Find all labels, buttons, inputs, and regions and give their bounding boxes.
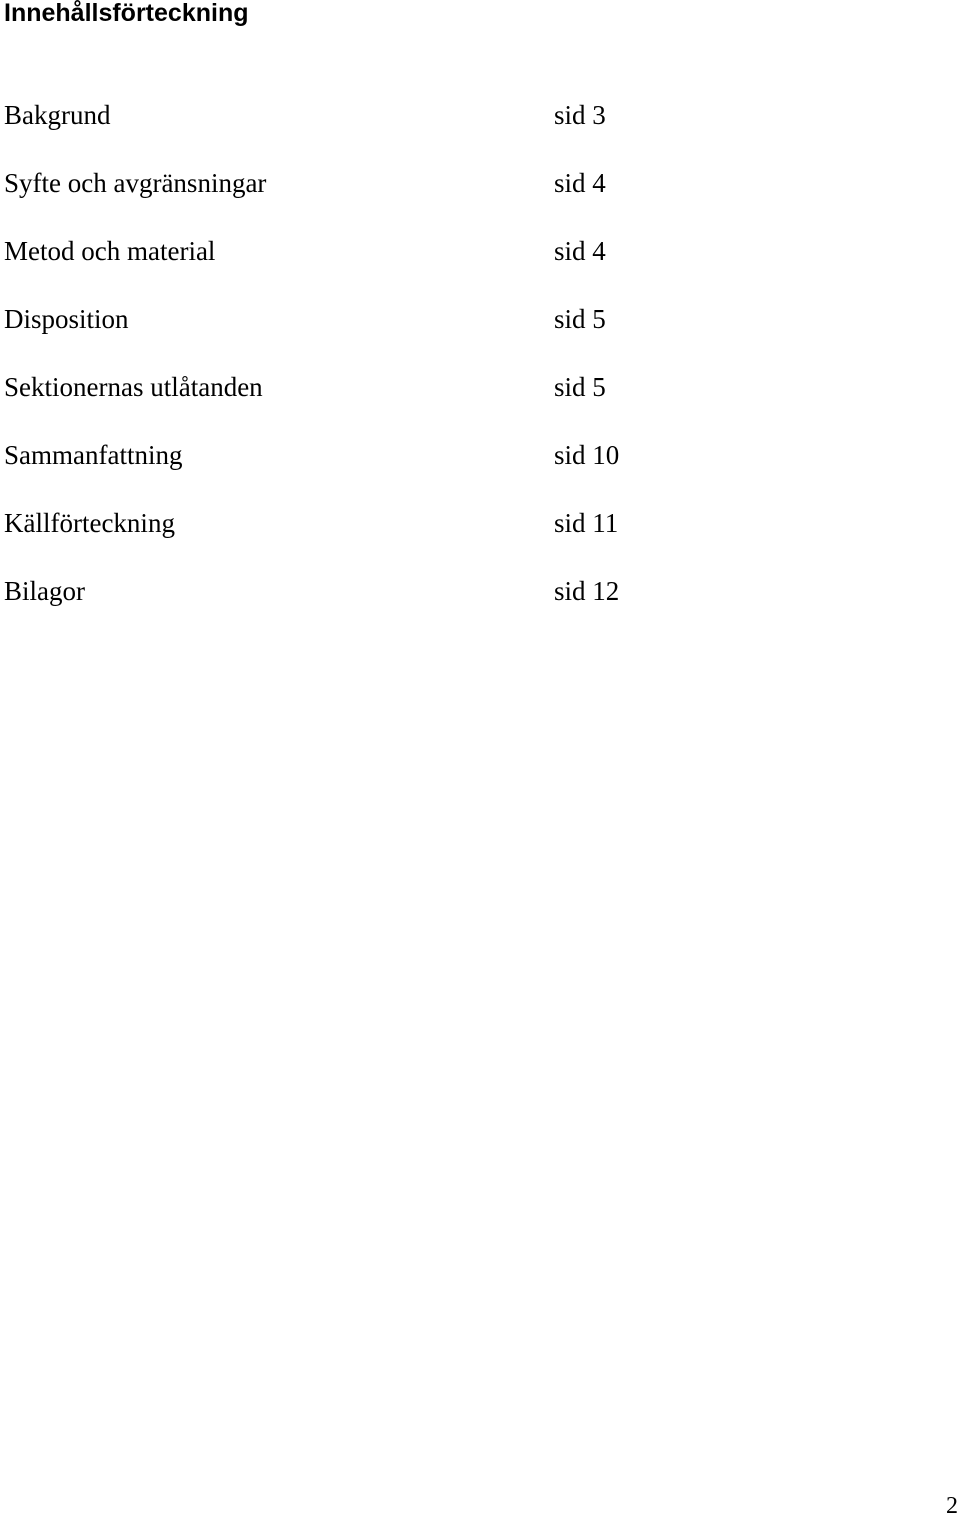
toc-entry-label: Sammanfattning — [4, 440, 183, 470]
toc-entry-page-ref: sid 5 — [554, 372, 606, 402]
toc-entry-page-ref: sid 12 — [554, 576, 620, 606]
toc-entry-sammanfattning — [4, 438, 704, 506]
toc-entry-label: Sektionernas utlåtanden — [4, 372, 263, 402]
page-title: Innehållsförteckning — [4, 0, 249, 27]
toc-entry-page-ref: sid 4 — [554, 236, 606, 266]
toc-entry-sektionernas — [4, 370, 704, 438]
table-of-contents — [4, 98, 704, 642]
toc-entry-bakgrund — [4, 98, 704, 166]
page-number: 2 — [946, 1493, 958, 1519]
toc-entry-label: Källförteckning — [4, 508, 175, 538]
toc-entry-page-ref: sid 11 — [554, 508, 619, 538]
toc-entry-metod — [4, 234, 704, 302]
toc-entry-page-ref: sid 3 — [554, 100, 606, 130]
toc-entry-disposition — [4, 302, 704, 370]
toc-entry-page-ref: sid 5 — [554, 304, 606, 334]
toc-entry-kallforteckning — [4, 506, 704, 574]
toc-entry-bilagor — [4, 574, 704, 642]
toc-entry-label: Bilagor — [4, 576, 85, 606]
toc-entry-page-ref: sid 10 — [554, 440, 620, 470]
toc-entry-label: Bakgrund — [4, 100, 111, 130]
toc-entry-syfte — [4, 166, 704, 234]
toc-entry-label: Metod och material — [4, 236, 216, 266]
toc-entry-page-ref: sid 4 — [554, 168, 606, 198]
toc-entry-label: Syfte och avgränsningar — [4, 168, 267, 198]
toc-entry-label: Disposition — [4, 304, 129, 334]
